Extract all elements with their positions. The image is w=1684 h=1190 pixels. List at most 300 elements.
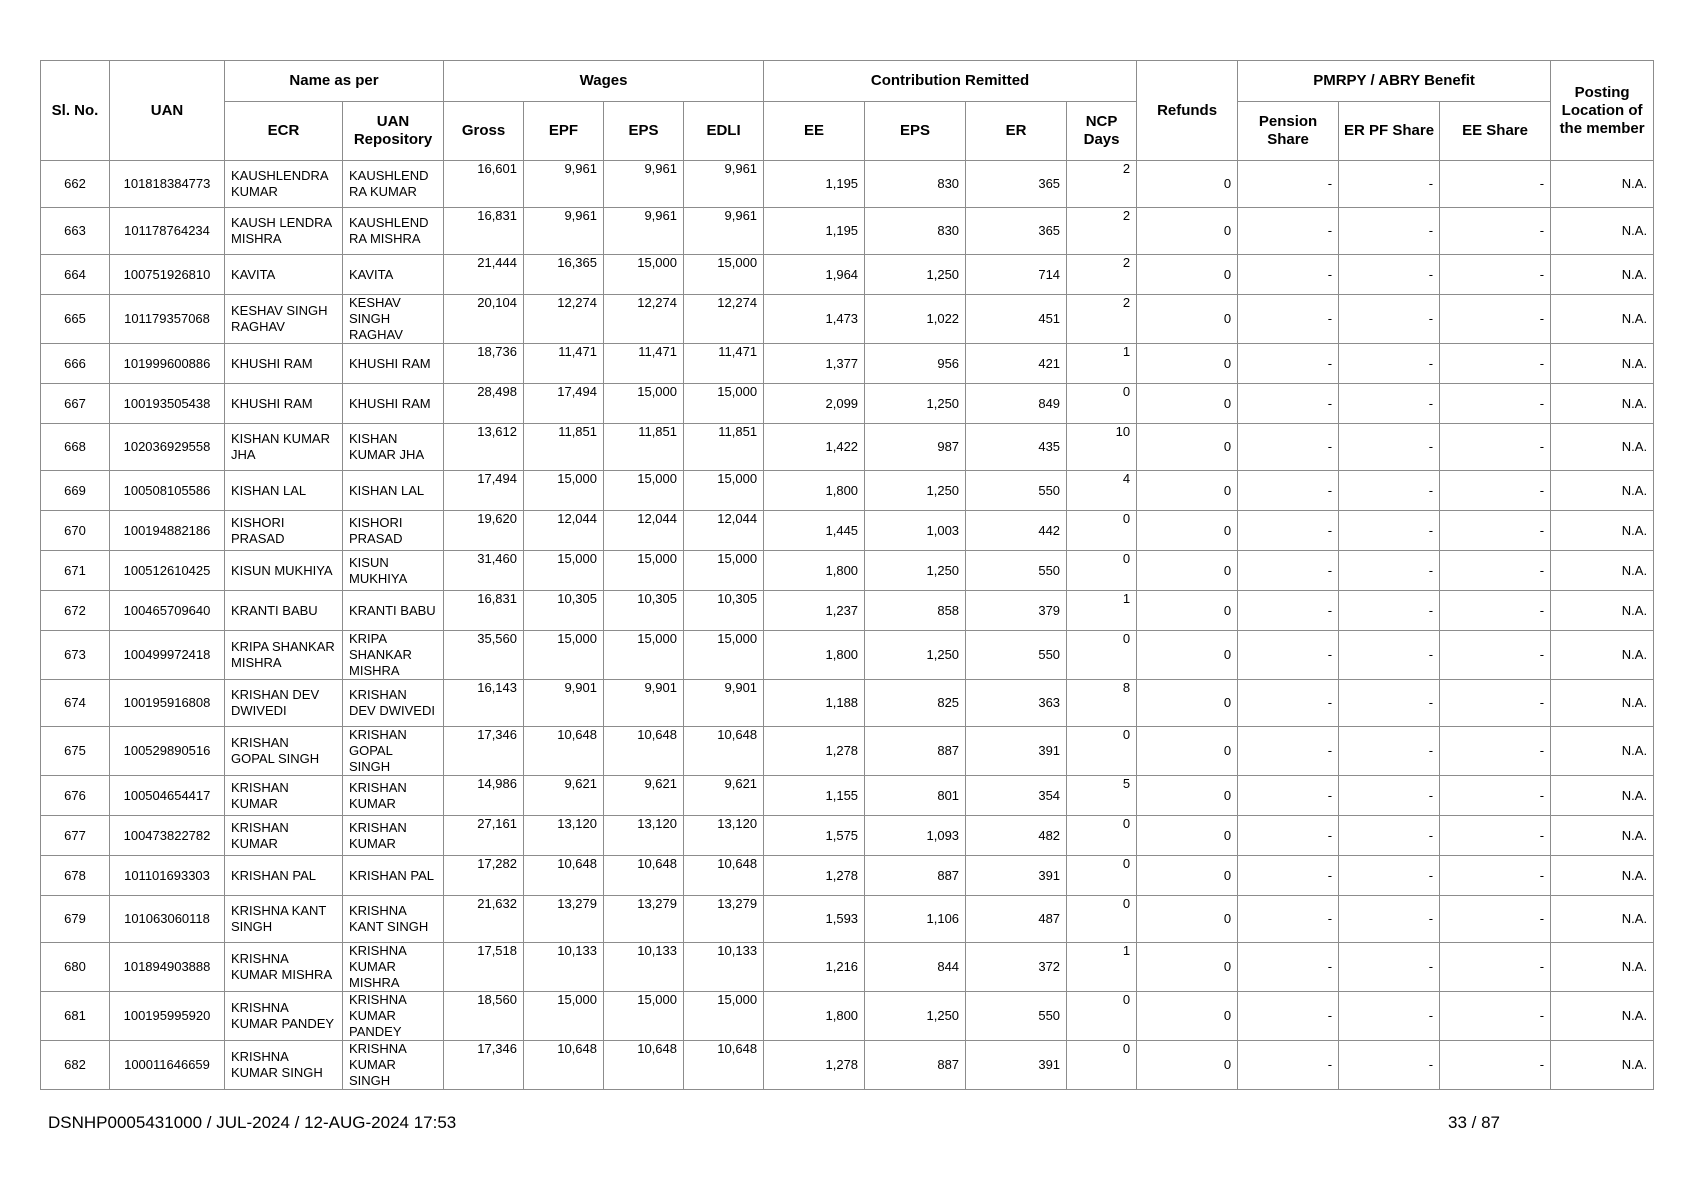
cell-ee: 1,278 (764, 856, 865, 896)
table-row (41, 551, 1654, 591)
cell-ee: 1,800 (764, 471, 865, 511)
cell-er-pf-share: - (1339, 471, 1440, 511)
cell-ncp-days: 8 (1067, 680, 1137, 727)
cell-edli: 9,961 (684, 208, 764, 255)
cell-pension-share: - (1238, 896, 1339, 943)
cell-uan: 100529890516 (110, 727, 225, 776)
table-row (41, 943, 1654, 992)
cell-epf: 15,000 (524, 631, 604, 680)
cell-ee: 1,473 (764, 295, 865, 344)
cell-gross: 19,620 (444, 511, 524, 551)
header-uan-repository: UAN Repository (343, 102, 444, 161)
cell-posting-location: N.A. (1551, 1041, 1654, 1090)
header-uan: UAN (110, 61, 225, 161)
cell-epf: 12,274 (524, 295, 604, 344)
cell-edli: 13,120 (684, 816, 764, 856)
header-er: ER (966, 102, 1067, 161)
cell-gross: 21,632 (444, 896, 524, 943)
cell-edli: 11,471 (684, 344, 764, 384)
cell-refunds: 0 (1137, 727, 1238, 776)
cell-sl-no: 677 (41, 816, 110, 856)
cell-uan: 102036929558 (110, 424, 225, 471)
cell-eps: 13,120 (604, 816, 684, 856)
cell-ecr-name: KHUSHI RAM (225, 384, 343, 424)
cell-edli: 15,000 (684, 471, 764, 511)
cell-eps-contribution: 1,106 (865, 896, 966, 943)
cell-er-pf-share: - (1339, 424, 1440, 471)
cell-ee: 1,800 (764, 631, 865, 680)
cell-refunds: 0 (1137, 208, 1238, 255)
cell-eps: 10,305 (604, 591, 684, 631)
cell-posting-location: N.A. (1551, 295, 1654, 344)
cell-ncp-days: 2 (1067, 208, 1137, 255)
cell-ee-share: - (1440, 208, 1551, 255)
cell-pension-share: - (1238, 551, 1339, 591)
cell-uan: 101818384773 (110, 161, 225, 208)
cell-posting-location: N.A. (1551, 680, 1654, 727)
cell-eps: 10,648 (604, 1041, 684, 1090)
cell-ee: 1,155 (764, 776, 865, 816)
cell-pension-share: - (1238, 344, 1339, 384)
cell-sl-no: 678 (41, 856, 110, 896)
table-row (41, 344, 1654, 384)
table-row (41, 384, 1654, 424)
cell-posting-location: N.A. (1551, 591, 1654, 631)
cell-ee: 1,278 (764, 727, 865, 776)
cell-ee-share: - (1440, 344, 1551, 384)
cell-eps-contribution: 825 (865, 680, 966, 727)
cell-posting-location: N.A. (1551, 255, 1654, 295)
cell-ee: 1,195 (764, 161, 865, 208)
cell-pension-share: - (1238, 1041, 1339, 1090)
cell-er-pf-share: - (1339, 776, 1440, 816)
cell-gross: 16,601 (444, 161, 524, 208)
cell-ncp-days: 0 (1067, 1041, 1137, 1090)
cell-ee-share: - (1440, 727, 1551, 776)
cell-epf: 12,044 (524, 511, 604, 551)
cell-sl-no: 673 (41, 631, 110, 680)
cell-ncp-days: 0 (1067, 551, 1137, 591)
cell-pension-share: - (1238, 856, 1339, 896)
cell-edli: 10,648 (684, 856, 764, 896)
cell-eps-contribution: 1,022 (865, 295, 966, 344)
cell-refunds: 0 (1137, 471, 1238, 511)
header-eps: EPS (604, 102, 684, 161)
cell-eps-contribution: 1,250 (865, 255, 966, 295)
cell-ecr-name: KESHAV SINGH RAGHAV (225, 295, 343, 344)
cell-er-pf-share: - (1339, 511, 1440, 551)
cell-gross: 28,498 (444, 384, 524, 424)
cell-ee-share: - (1440, 776, 1551, 816)
cell-edli: 15,000 (684, 255, 764, 295)
cell-er-pf-share: - (1339, 208, 1440, 255)
cell-eps-contribution: 1,093 (865, 816, 966, 856)
cell-er: 849 (966, 384, 1067, 424)
cell-ecr-name: KRISHNA KUMAR MISHRA (225, 943, 343, 992)
cell-refunds: 0 (1137, 776, 1238, 816)
header-name-as-per: Name as per (225, 61, 444, 102)
cell-uan-repository-name: KRISHNA KUMAR MISHRA (343, 943, 444, 992)
header-ee-share: EE Share (1440, 102, 1551, 161)
cell-eps-contribution: 1,250 (865, 471, 966, 511)
cell-eps-contribution: 1,250 (865, 551, 966, 591)
cell-ecr-name: KRISHNA KANT SINGH (225, 896, 343, 943)
cell-ee-share: - (1440, 992, 1551, 1041)
header-sl-no: Sl. No. (41, 61, 110, 161)
cell-epf: 17,494 (524, 384, 604, 424)
cell-ee: 1,216 (764, 943, 865, 992)
cell-er-pf-share: - (1339, 816, 1440, 856)
cell-uan: 100504654417 (110, 776, 225, 816)
table-row (41, 471, 1654, 511)
cell-uan: 100195916808 (110, 680, 225, 727)
cell-refunds: 0 (1137, 591, 1238, 631)
cell-sl-no: 665 (41, 295, 110, 344)
header-pmrpy-abry: PMRPY / ABRY Benefit (1238, 61, 1551, 102)
cell-ecr-name: KAVITA (225, 255, 343, 295)
cell-gross: 21,444 (444, 255, 524, 295)
header-ee: EE (764, 102, 865, 161)
cell-er: 442 (966, 511, 1067, 551)
table-row (41, 424, 1654, 471)
footer-document-id: DSNHP0005431000 / JUL-2024 / 12-AUG-2024 17:53 (48, 1113, 457, 1132)
cell-er: 391 (966, 1041, 1067, 1090)
cell-uan-repository-name: KRISHAN KUMAR (343, 776, 444, 816)
cell-er: 482 (966, 816, 1067, 856)
cell-ee: 1,422 (764, 424, 865, 471)
cell-refunds: 0 (1137, 161, 1238, 208)
cell-er: 354 (966, 776, 1067, 816)
cell-epf: 10,648 (524, 856, 604, 896)
cell-ee: 1,445 (764, 511, 865, 551)
cell-ee: 2,099 (764, 384, 865, 424)
cell-refunds: 0 (1137, 511, 1238, 551)
cell-refunds: 0 (1137, 551, 1238, 591)
cell-edli: 10,133 (684, 943, 764, 992)
cell-ee-share: - (1440, 511, 1551, 551)
cell-epf: 9,961 (524, 208, 604, 255)
cell-eps-contribution: 1,250 (865, 992, 966, 1041)
cell-uan: 100751926810 (110, 255, 225, 295)
cell-pension-share: - (1238, 680, 1339, 727)
header-er-pf-share: ER PF Share (1339, 102, 1440, 161)
cell-er: 550 (966, 551, 1067, 591)
cell-ncp-days: 1 (1067, 344, 1137, 384)
cell-gross: 35,560 (444, 631, 524, 680)
cell-eps: 15,000 (604, 384, 684, 424)
table-row (41, 295, 1654, 344)
cell-epf: 13,120 (524, 816, 604, 856)
table-row (41, 680, 1654, 727)
cell-eps-contribution: 844 (865, 943, 966, 992)
cell-epf: 9,961 (524, 161, 604, 208)
cell-eps-contribution: 830 (865, 161, 966, 208)
cell-sl-no: 674 (41, 680, 110, 727)
cell-ee-share: - (1440, 816, 1551, 856)
cell-uan-repository-name: KRISHAN KUMAR (343, 816, 444, 856)
cell-gross: 18,736 (444, 344, 524, 384)
cell-er: 365 (966, 161, 1067, 208)
header-gross: Gross (444, 102, 524, 161)
cell-posting-location: N.A. (1551, 727, 1654, 776)
cell-uan: 100011646659 (110, 1041, 225, 1090)
cell-ecr-name: KRISHAN KUMAR (225, 776, 343, 816)
cell-eps: 15,000 (604, 992, 684, 1041)
cell-er-pf-share: - (1339, 1041, 1440, 1090)
cell-er: 421 (966, 344, 1067, 384)
cell-ee: 1,800 (764, 551, 865, 591)
cell-ee-share: - (1440, 1041, 1551, 1090)
cell-edli: 9,961 (684, 161, 764, 208)
cell-sl-no: 676 (41, 776, 110, 816)
table-row (41, 161, 1654, 208)
cell-eps: 13,279 (604, 896, 684, 943)
header-posting-location: Posting Location of the member (1551, 61, 1654, 161)
cell-posting-location: N.A. (1551, 161, 1654, 208)
cell-er: 451 (966, 295, 1067, 344)
cell-gross: 17,346 (444, 1041, 524, 1090)
table-row (41, 631, 1654, 680)
cell-posting-location: N.A. (1551, 424, 1654, 471)
cell-gross: 17,346 (444, 727, 524, 776)
cell-eps: 10,648 (604, 727, 684, 776)
cell-uan: 101894903888 (110, 943, 225, 992)
cell-ee-share: - (1440, 551, 1551, 591)
header-ecr: ECR (225, 102, 343, 161)
cell-ncp-days: 1 (1067, 943, 1137, 992)
cell-uan-repository-name: KAUSHLEND RA MISHRA (343, 208, 444, 255)
cell-uan-repository-name: KISHORI PRASAD (343, 511, 444, 551)
cell-edli: 15,000 (684, 551, 764, 591)
cell-ecr-name: KISHAN LAL (225, 471, 343, 511)
cell-uan-repository-name: KHUSHI RAM (343, 344, 444, 384)
header-edli: EDLI (684, 102, 764, 161)
cell-eps: 15,000 (604, 551, 684, 591)
cell-uan-repository-name: KISUN MUKHIYA (343, 551, 444, 591)
cell-posting-location: N.A. (1551, 943, 1654, 992)
cell-epf: 16,365 (524, 255, 604, 295)
cell-eps-contribution: 956 (865, 344, 966, 384)
cell-uan-repository-name: KHUSHI RAM (343, 384, 444, 424)
cell-er: 391 (966, 727, 1067, 776)
cell-sl-no: 668 (41, 424, 110, 471)
header-pension-share: Pension Share (1238, 102, 1339, 161)
cell-er: 363 (966, 680, 1067, 727)
cell-ee: 1,377 (764, 344, 865, 384)
header-ncp-days: NCP Days (1067, 102, 1137, 161)
cell-er: 391 (966, 856, 1067, 896)
cell-edli: 10,648 (684, 727, 764, 776)
cell-er-pf-share: - (1339, 591, 1440, 631)
cell-pension-share: - (1238, 727, 1339, 776)
cell-ee: 1,237 (764, 591, 865, 631)
header-contribution-remitted: Contribution Remitted (764, 61, 1137, 102)
cell-sl-no: 667 (41, 384, 110, 424)
cell-ee-share: - (1440, 631, 1551, 680)
cell-uan-repository-name: KAVITA (343, 255, 444, 295)
cell-posting-location: N.A. (1551, 344, 1654, 384)
cell-refunds: 0 (1137, 992, 1238, 1041)
table-row (41, 255, 1654, 295)
cell-eps: 9,961 (604, 161, 684, 208)
cell-sl-no: 662 (41, 161, 110, 208)
cell-uan-repository-name: KRANTI BABU (343, 591, 444, 631)
footer-page-number: 33 / 87 (1448, 1113, 1500, 1132)
cell-uan: 100512610425 (110, 551, 225, 591)
cell-edli: 15,000 (684, 384, 764, 424)
cell-epf: 15,000 (524, 551, 604, 591)
cell-ee-share: - (1440, 255, 1551, 295)
cell-ncp-days: 2 (1067, 295, 1137, 344)
cell-uan: 100473822782 (110, 816, 225, 856)
cell-posting-location: N.A. (1551, 471, 1654, 511)
cell-refunds: 0 (1137, 943, 1238, 992)
cell-er-pf-share: - (1339, 896, 1440, 943)
cell-ee-share: - (1440, 424, 1551, 471)
cell-er-pf-share: - (1339, 856, 1440, 896)
table-row (41, 816, 1654, 856)
cell-ee-share: - (1440, 161, 1551, 208)
cell-epf: 15,000 (524, 471, 604, 511)
cell-refunds: 0 (1137, 344, 1238, 384)
cell-er-pf-share: - (1339, 943, 1440, 992)
cell-er: 550 (966, 471, 1067, 511)
cell-posting-location: N.A. (1551, 384, 1654, 424)
cell-ncp-days: 0 (1067, 511, 1137, 551)
table-body (41, 161, 1654, 1090)
cell-uan-repository-name: KAUSHLEND RA KUMAR (343, 161, 444, 208)
table-row (41, 896, 1654, 943)
cell-edli: 9,901 (684, 680, 764, 727)
cell-ee: 1,964 (764, 255, 865, 295)
cell-ee-share: - (1440, 384, 1551, 424)
cell-posting-location: N.A. (1551, 208, 1654, 255)
cell-sl-no: 670 (41, 511, 110, 551)
cell-pension-share: - (1238, 511, 1339, 551)
cell-gross: 27,161 (444, 816, 524, 856)
cell-uan: 100195995920 (110, 992, 225, 1041)
cell-ecr-name: KRISHAN PAL (225, 856, 343, 896)
cell-pension-share: - (1238, 384, 1339, 424)
cell-edli: 15,000 (684, 631, 764, 680)
cell-edli: 11,851 (684, 424, 764, 471)
cell-epf: 11,851 (524, 424, 604, 471)
cell-sl-no: 669 (41, 471, 110, 511)
cell-eps-contribution: 830 (865, 208, 966, 255)
cell-gross: 16,831 (444, 591, 524, 631)
cell-ecr-name: KRANTI BABU (225, 591, 343, 631)
cell-uan-repository-name: KRISHAN DEV DWIVEDI (343, 680, 444, 727)
cell-ecr-name: KRISHNA KUMAR PANDEY (225, 992, 343, 1041)
cell-uan: 101178764234 (110, 208, 225, 255)
cell-er-pf-share: - (1339, 384, 1440, 424)
cell-edli: 12,274 (684, 295, 764, 344)
cell-ee-share: - (1440, 856, 1551, 896)
cell-edli: 10,305 (684, 591, 764, 631)
cell-refunds: 0 (1137, 1041, 1238, 1090)
cell-sl-no: 666 (41, 344, 110, 384)
cell-eps-contribution: 887 (865, 856, 966, 896)
cell-er-pf-share: - (1339, 255, 1440, 295)
cell-gross: 16,143 (444, 680, 524, 727)
cell-ee-share: - (1440, 471, 1551, 511)
cell-pension-share: - (1238, 816, 1339, 856)
cell-uan-repository-name: KRISHAN PAL (343, 856, 444, 896)
cell-posting-location: N.A. (1551, 511, 1654, 551)
cell-uan-repository-name: KRISHAN GOPAL SINGH (343, 727, 444, 776)
cell-refunds: 0 (1137, 680, 1238, 727)
cell-posting-location: N.A. (1551, 896, 1654, 943)
cell-er-pf-share: - (1339, 680, 1440, 727)
table-row (41, 727, 1654, 776)
cell-ncp-days: 1 (1067, 591, 1137, 631)
cell-er-pf-share: - (1339, 631, 1440, 680)
cell-pension-share: - (1238, 255, 1339, 295)
cell-refunds: 0 (1137, 295, 1238, 344)
cell-epf: 13,279 (524, 896, 604, 943)
cell-refunds: 0 (1137, 816, 1238, 856)
cell-epf: 15,000 (524, 992, 604, 1041)
cell-refunds: 0 (1137, 631, 1238, 680)
cell-ee-share: - (1440, 591, 1551, 631)
cell-sl-no: 672 (41, 591, 110, 631)
cell-uan-repository-name: KRISHNA KUMAR SINGH (343, 1041, 444, 1090)
cell-eps-contribution: 1,250 (865, 631, 966, 680)
cell-posting-location: N.A. (1551, 551, 1654, 591)
cell-er: 550 (966, 992, 1067, 1041)
cell-sl-no: 682 (41, 1041, 110, 1090)
cell-ee: 1,800 (764, 992, 865, 1041)
cell-uan: 100193505438 (110, 384, 225, 424)
cell-uan: 101999600886 (110, 344, 225, 384)
cell-ncp-days: 10 (1067, 424, 1137, 471)
cell-er: 365 (966, 208, 1067, 255)
table-row (41, 992, 1654, 1041)
cell-refunds: 0 (1137, 896, 1238, 943)
cell-pension-share: - (1238, 591, 1339, 631)
cell-eps: 12,274 (604, 295, 684, 344)
cell-refunds: 0 (1137, 856, 1238, 896)
cell-sl-no: 680 (41, 943, 110, 992)
cell-refunds: 0 (1137, 255, 1238, 295)
table-row (41, 511, 1654, 551)
cell-ee-share: - (1440, 896, 1551, 943)
cell-sl-no: 679 (41, 896, 110, 943)
cell-edli: 10,648 (684, 1041, 764, 1090)
cell-posting-location: N.A. (1551, 631, 1654, 680)
cell-epf: 10,305 (524, 591, 604, 631)
cell-uan: 100499972418 (110, 631, 225, 680)
cell-sl-no: 681 (41, 992, 110, 1041)
cell-eps-contribution: 887 (865, 727, 966, 776)
header-refunds: Refunds (1137, 61, 1238, 161)
cell-ecr-name: KRIPA SHANKAR MISHRA (225, 631, 343, 680)
cell-epf: 10,648 (524, 1041, 604, 1090)
cell-pension-share: - (1238, 631, 1339, 680)
cell-eps: 10,648 (604, 856, 684, 896)
cell-uan: 100194882186 (110, 511, 225, 551)
cell-ecr-name: KRISHAN GOPAL SINGH (225, 727, 343, 776)
ecr-contribution-table (40, 60, 1654, 1090)
header-epf: EPF (524, 102, 604, 161)
cell-uan: 100508105586 (110, 471, 225, 511)
cell-ncp-days: 0 (1067, 896, 1137, 943)
cell-epf: 9,901 (524, 680, 604, 727)
cell-gross: 17,282 (444, 856, 524, 896)
table-row (41, 856, 1654, 896)
cell-pension-share: - (1238, 161, 1339, 208)
cell-ncp-days: 0 (1067, 727, 1137, 776)
